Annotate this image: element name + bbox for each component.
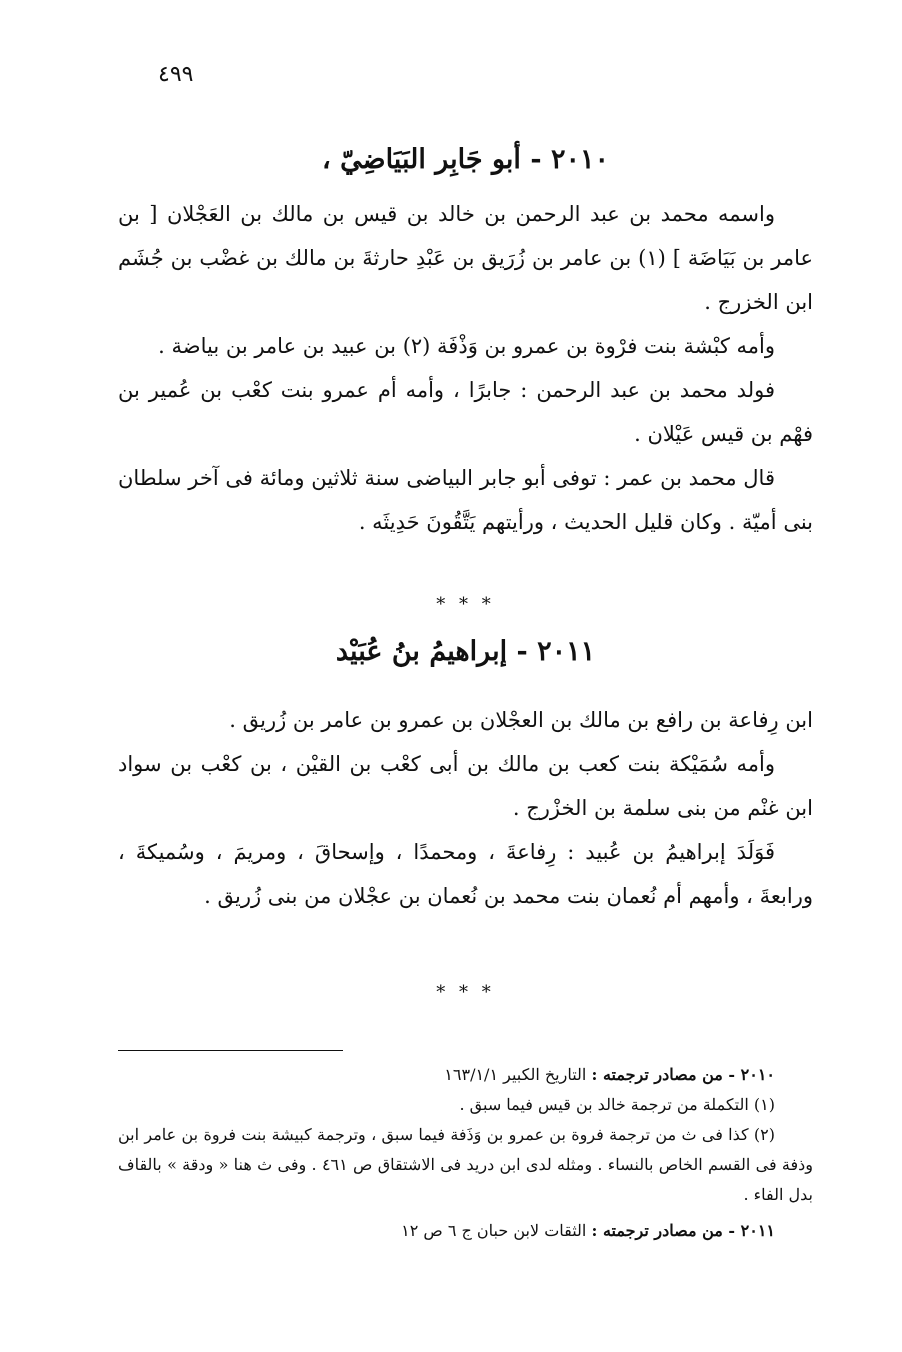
paragraph: وأمه سُمَيْكة بنت كعب بن مالك بن أبى كعْب بن القيْن ، بن كعْب بن سواد ابن غنْم من بنى سلمة بن الخزْرج .: [118, 752, 813, 820]
paragraph: فَوَلَدَ إبراهيمُ بن عُبيد : رِفاعةَ ، ومحمدًا ، وإسحاقَ ، ومريمَ ، وسُميكةَ ، ورابعةَ ، وأمهم أم نُعمان بنت محمد بن نُعمان بن عجْلان من بنى زُريق .: [118, 840, 813, 908]
footnote-sources-2011: [118, 1216, 813, 1246]
footnote-text: الثقات لابن حبان ج ٦ ص ١٢: [401, 1221, 587, 1240]
footnote-1: (١) التكملة من ترجمة خالد بن قيس فيما سبق .: [459, 1095, 775, 1114]
entry-body-2011: [118, 698, 813, 918]
footnotes: [118, 1060, 813, 1246]
footnote-label: ٢٠١٠ - من مصادر ترجمته :: [591, 1065, 775, 1084]
footnote-2: (٢) كذا فى ث من ترجمة فروة بن عمرو بن وَذَفة فيما سبق ، وترجمة كبيشة بنت فروة بن عامر ابن وذفة فى القسم الخاص بالنساء . ومثله لدى ابن دريد فى الاشتقاق ص ٤٦١ . وفى ث هنا « ودقة » بالقاف بدل الفاء .: [118, 1125, 813, 1204]
paragraph: ابن رِفاعة بن رافع بن مالك بن العجْلان بن عمرو بن عامر بن زُريق .: [229, 708, 813, 732]
entry-title-2011: ٢٠١١ - إبراهيمُ بنُ عُبَيْد: [335, 636, 596, 667]
paragraph: واسمه محمد بن عبد الرحمن بن خالد بن قيس بن مالك بن العَجْلان [ بن عامر بن بَيَاضَة ] (١) بن عامر بن زُرَيق بن عَبْدِ حارثةَ بن مالك بن غضْب بن جُشَم ابن الخزرج .: [118, 202, 814, 314]
paragraph: قال محمد بن عمر : توفى أبو جابر البياضى سنة ثلاثين ومائة فى آخر سلطان بنى أميّة . وكان قليل الحديث ، ورأيتهم يَتَّقُونَ حَدِيثَه .: [118, 466, 813, 534]
footnote-label: ٢٠١١ - من مصادر ترجمته :: [591, 1221, 775, 1240]
book-page: [118, 0, 813, 1352]
footnote-rule: [118, 1050, 343, 1051]
footnote-text: التاريخ الكبير ١٦٣/١/١: [444, 1065, 587, 1084]
entry-title-2010: ٢٠١٠ - أبو جَابِر البَيَاضِيّ ،: [322, 144, 609, 175]
page-number: ٤٩٩: [158, 62, 194, 87]
paragraph: وأمه كبْشة بنت فرْوة بن عمرو بن وَذْفَة (٢) بن عبيد بن عامر بن بياضة .: [158, 334, 775, 358]
section-separator: * * *: [436, 594, 495, 615]
entry-body-2010: [118, 192, 813, 544]
footnote-sources-2010: [118, 1060, 813, 1090]
paragraph: فولد محمد بن عبد الرحمن : جابرًا ، وأمه أم عمرو بنت كعْب بن عُمير بن فهْم بن قيس عَيْلان .: [118, 378, 813, 446]
section-separator: * * *: [436, 982, 495, 1003]
